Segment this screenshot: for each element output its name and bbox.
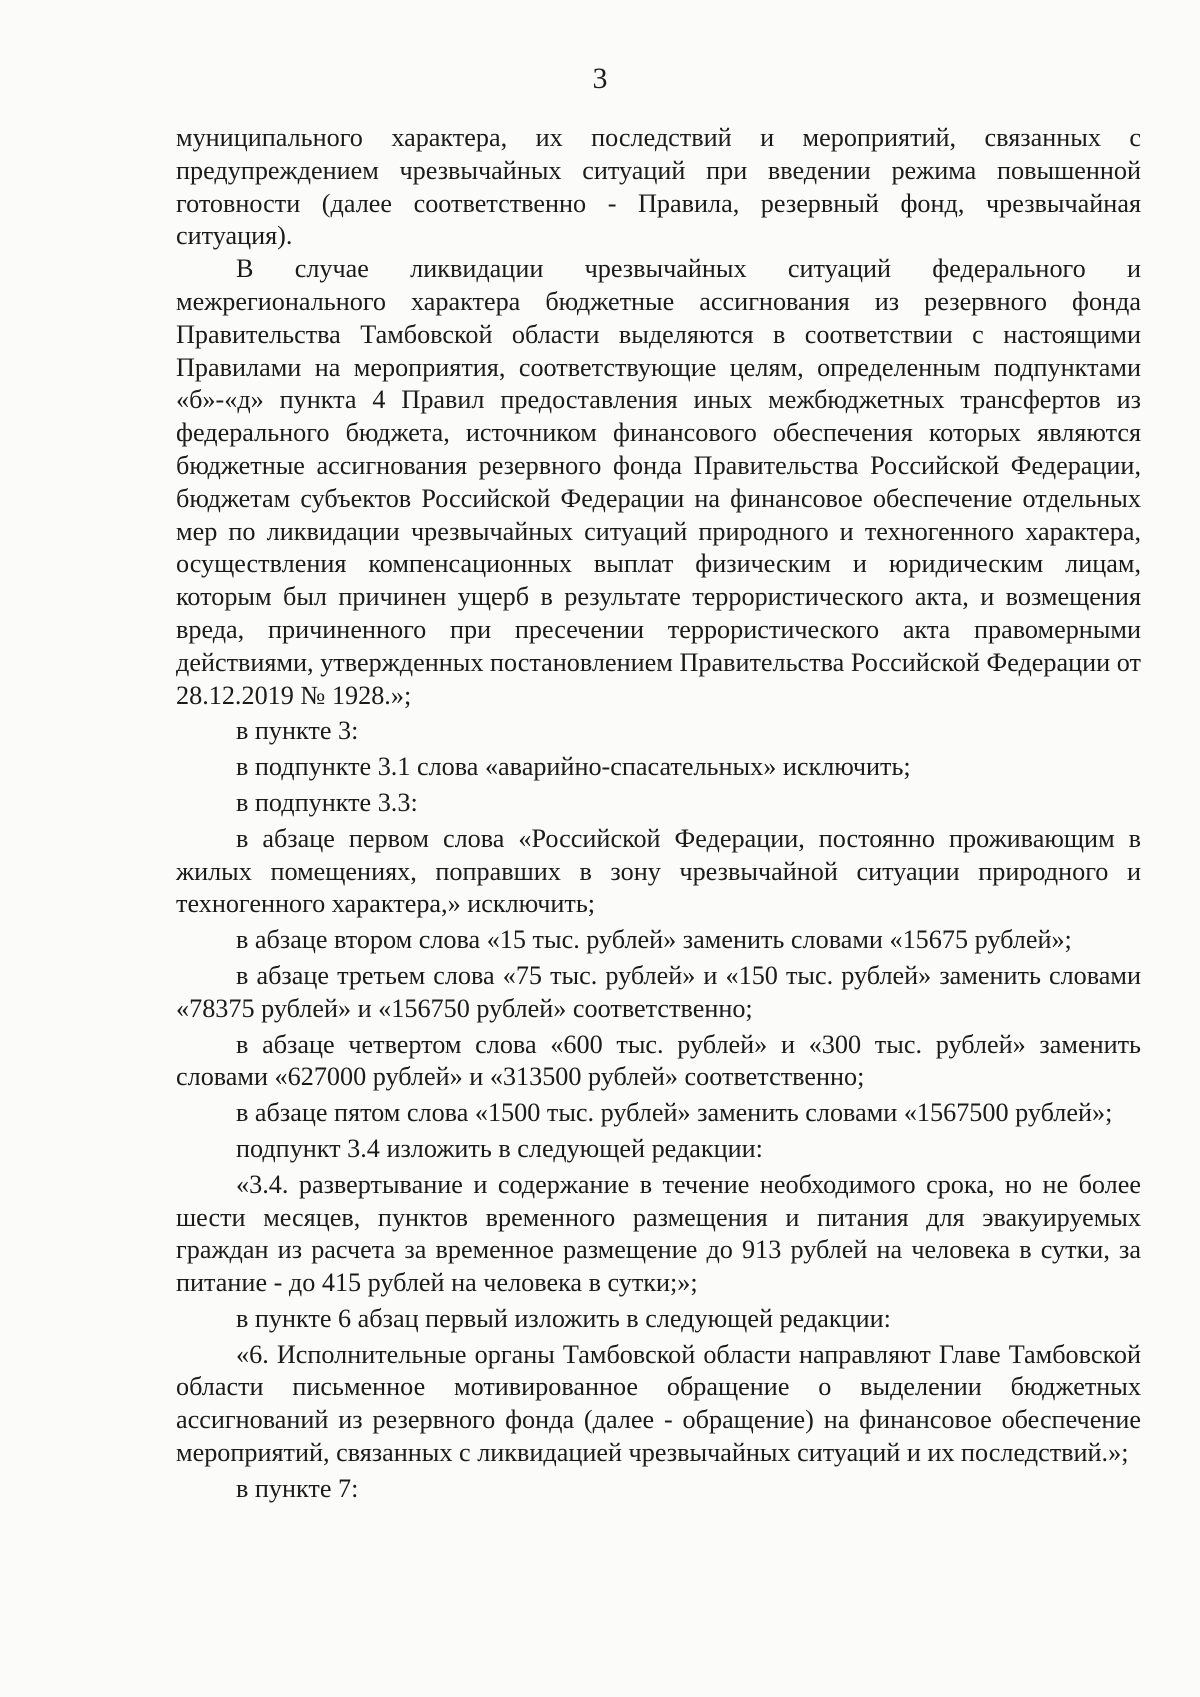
paragraph-abzac-5: в абзаце пятом слова «1500 тыс. рублей» заменить словами «1567500 рублей»; — [236, 1098, 1113, 1128]
paragraph-abzac-2: в абзаце втором слова «15 тыс. рублей» заменить словами «15675 рублей»; — [236, 925, 1072, 955]
paragraph-abzac-4: в абзаце четвертом слова «600 тыс. рублей» и «300 тыс. рублей» заменить словами «627000 рублей» и «313500 рублей» соответственно; — [176, 1029, 1141, 1092]
document-body — [176, 122, 1141, 1506]
page-number: 3 — [592, 62, 608, 95]
paragraph-subitem-3-4-intro: подпункт 3.4 изложить в следующей редакции: — [236, 1133, 763, 1163]
paragraph-abzac-3: в абзаце третьем слова «75 тыс. рублей» и «150 тыс. рублей» заменить словами «78375 рублей» и «156750 рублей» соответственно; — [176, 960, 1141, 1023]
paragraph-item-7: в пункте 7: — [236, 1473, 359, 1503]
paragraph-subitem-3-3: в подпункте 3.3: — [236, 787, 418, 817]
paragraph-item-3: в пункте 3: — [236, 716, 359, 746]
paragraph-item-6-intro: в пункте 6 абзац первый изложить в следующей редакции: — [236, 1303, 891, 1333]
paragraph-abzac-1: в абзаце первом слова «Российской Федерации, постоянно проживающим в жилых помещениях, поправших в зону чрезвычайной ситуации природного и техногенного характера,» исключить; — [176, 823, 1141, 919]
paragraph-federal-emergency: В случае ликвидации чрезвычайных ситуаций федерального и межрегионального характера бюджетные ассигнования из резервного фонда Правительства Тамбовской области выделяются в соответствии с настоящими Правилами на мероприятия, соответствующие целям, определенным подпунктами «б»-«д» пункта 4 Правил предоставления иных межбюджетных трансфертов из федерального бюджета, источником финансового обеспечения которых являются бюджетные ассигнования резервного фонда Правительства Российской Федерации, бюджетам субъектов Российской Федерации на финансовое обеспечение отдельных мер по ликвидации чрезвычайных ситуаций природного и техногенного характера, осуществления компенсационных выплат физическим и юридическим лицам, которым был причинен ущерб в результате террористического акта, и возмещения вреда, причиненного при пресечении террористического акта правомерными действиями, утвержденных постановлением Правительства Российской Федерации от 28.12.2019 № 1928.»; — [176, 254, 1141, 710]
paragraph-item-6-text: «6. Исполнительные органы Тамбовской области направляют Главе Тамбовской области письменное мотивированное обращение о выделении бюджетных ассигнований из резервного фонда (далее - обращение) на финансовое обеспечение мероприятий, связанных с ликвидацией чрезвычайных ситуаций и их последствий.»; — [176, 1339, 1141, 1468]
paragraph-subitem-3-4-text: «3.4. развертывание и содержание в течение необходимого срока, но не более шести месяцев, пунктов временного размещения и питания для эвакуируемых граждан из расчета за временное размещение до 913 рублей на человека в сутки, за питание - до 415 рублей на человека в сутки;»; — [176, 1169, 1141, 1298]
paragraph-subitem-3-1: в подпункте 3.1 слова «аварийно-спасательных» исключить; — [236, 752, 911, 782]
paragraph-continuation: муниципального характера, их последствий и мероприятий, связанных с предупреждением чрезвычайных ситуаций при введении режима повышенной готовности (далее соответственно - Правила, резервный фонд, чрезвычайная ситуация). — [176, 123, 1141, 251]
